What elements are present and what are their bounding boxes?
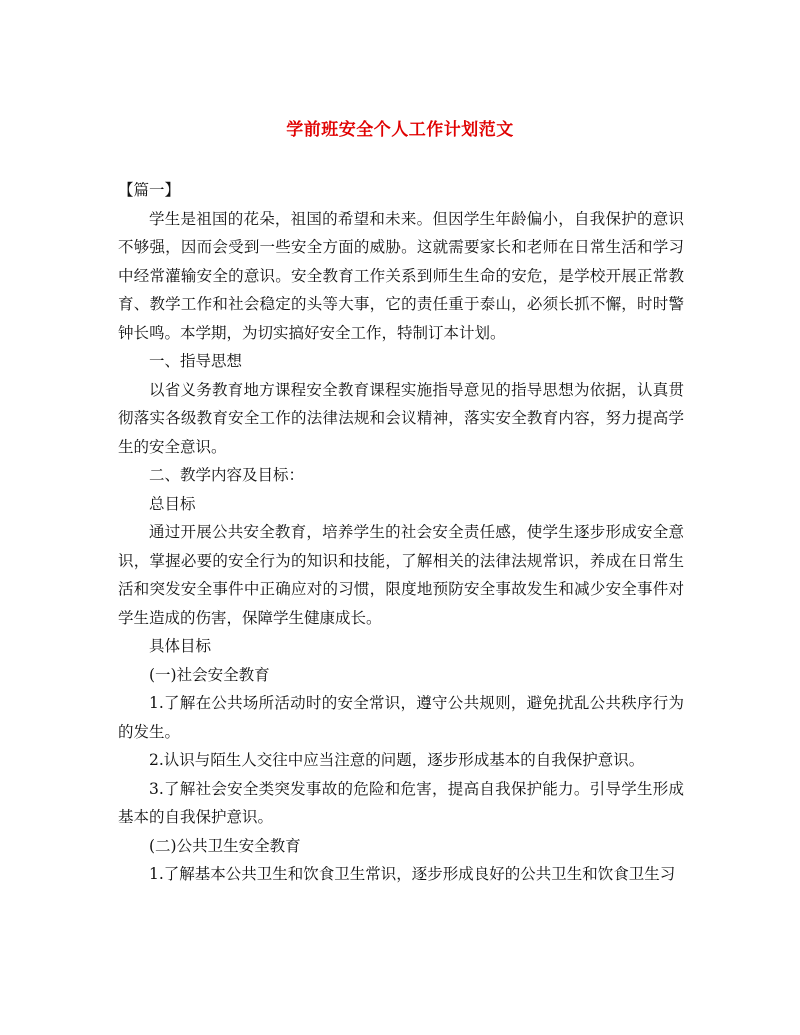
list-item: 3.了解社会安全类突发事故的危险和危害，提高自我保护能力。引导学生形成基本的自我保护意识。 [118, 779, 684, 826]
overall-goal-paragraph: 通过开展公共安全教育，培养学生的社会安全责任感，使学生逐步形成安全意识，掌握必要的安全行为的知识和技能，了解相关的法律法规常识，养成在日常生活和突发安全事件中正确应对的习惯，限度地预防安全事故发生和减少安全事件对学生造成的伤害，保障学生健康成长。 [118, 523, 684, 627]
heading-public-health-safety: (二)公共卫生安全教育 [149, 836, 301, 855]
list-item: 1.了解在公共场所活动时的安全常识，遵守公共规则，避免扰乱公共秩序行为的发生。 [118, 694, 684, 741]
guiding-thought-paragraph: 以省义务教育地方课程安全教育课程实施指导意见的指导思想为依据，认真贯彻落实各级教育安全工作的法律法规和会议精神，落实安全教育内容，努力提高学生的安全意识。 [118, 380, 684, 456]
list-item: 2.认识与陌生人交往中应当注意的问题，逐步形成基本的自我保护意识。 [149, 751, 645, 769]
heading-overall-goal: 总目标 [149, 494, 196, 513]
heading-guiding-thought: 一、指导思想 [149, 352, 243, 370]
intro-paragraph: 学生是祖国的花朵，祖国的希望和未来。但因学生年龄偏小，自我保护的意识不够强，因而会受到一些安全方面的威胁。这就需要家长和老师在日常生活和学习中经常灌输安全的意识。安全教育工作关系到师生生命的安危，是学校开展正常教育、教学工作和社会稳定的头等大事，它的责任重于泰山，必须长抓不懈，时时警钟长鸣。本学期，为切实搞好安全工作，特制订本计划。 [118, 209, 684, 342]
heading-content-and-goals: 二、教学内容及目标： [149, 466, 305, 484]
heading-specific-goals: 具体目标 [149, 637, 212, 655]
list-item: 1.了解基本公共卫生和饮食卫生常识，逐步形成良好的公共卫生和饮食卫生习 [149, 865, 676, 883]
document-body [118, 176, 684, 889]
heading-social-safety: (一)社会安全教育 [149, 665, 270, 684]
section-heading-part-one: 【篇一】 [118, 181, 181, 199]
document-title: 学前班安全个人工作计划范文 [286, 120, 514, 140]
